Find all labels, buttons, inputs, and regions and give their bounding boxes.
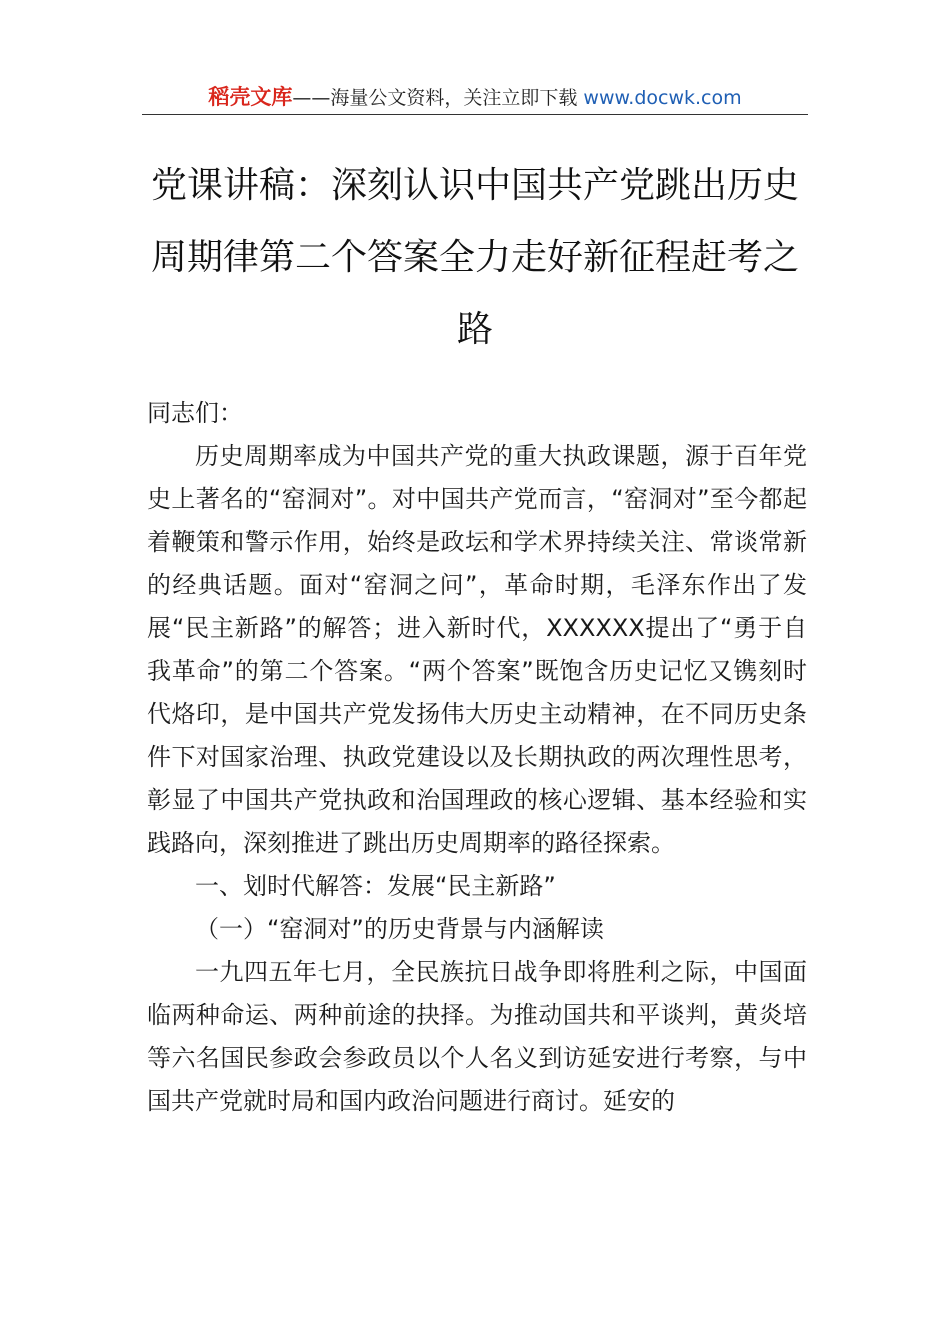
header-divider — [142, 114, 808, 115]
brand-logo-text: 稻壳文库 — [208, 85, 293, 109]
paragraph: 一九四五年七月，全民族抗日战争即将胜利之际，中国面临两种命运、两种前途的抉择。为推动国共和平谈判，黄炎培等六名国民参政会参政员以个人名义到访延安进行考察，与中国共产党就时局和国内政治问题进行商讨。延安的 — [147, 958, 807, 1115]
header-url-link[interactable]: www.docwk.com — [583, 87, 742, 109]
paragraph: 历史周期率成为中国共产党的重大执政课题，源于百年党史上著名的“窑洞对”。对中国共产党而言，“窑洞对”至今都起着鞭策和警示作用，始终是政坛和学术界持续关注、常谈常新的经典话题。面对“窑洞之问”，革命时期，毛泽东作出了发展“民主新路”的解答；进入新时代，XXXXXX提出了“勇于自我革命”的第二个答案。“两个答案”既饱含历史记忆又镌刻时代烙印，是中国共产党发扬伟大历史主动精神，在不同历史条件下对国家治理、执政党建设以及长期执政的两次理性思考，彰显了中国共产党执政和治国理政的核心逻辑、基本经验和实践路向，深刻推进了跳出历史周期率的路径探索。 — [147, 442, 807, 857]
section-heading: 一、划时代解答：发展“民主新路” — [195, 872, 556, 900]
subsection-heading: （一）“窑洞对”的历史背景与内涵解读 — [195, 915, 604, 943]
page-title: 党课讲稿：深刻认识中国共产党跳出历史周期律第二个答案全力走好新征程赶考之路 — [150, 165, 799, 350]
document-body — [147, 392, 807, 1123]
header-tagline: ——海量公文资料，关注立即下载 — [292, 87, 578, 109]
salutation: 同志们： — [147, 399, 243, 427]
document-header — [0, 84, 950, 111]
